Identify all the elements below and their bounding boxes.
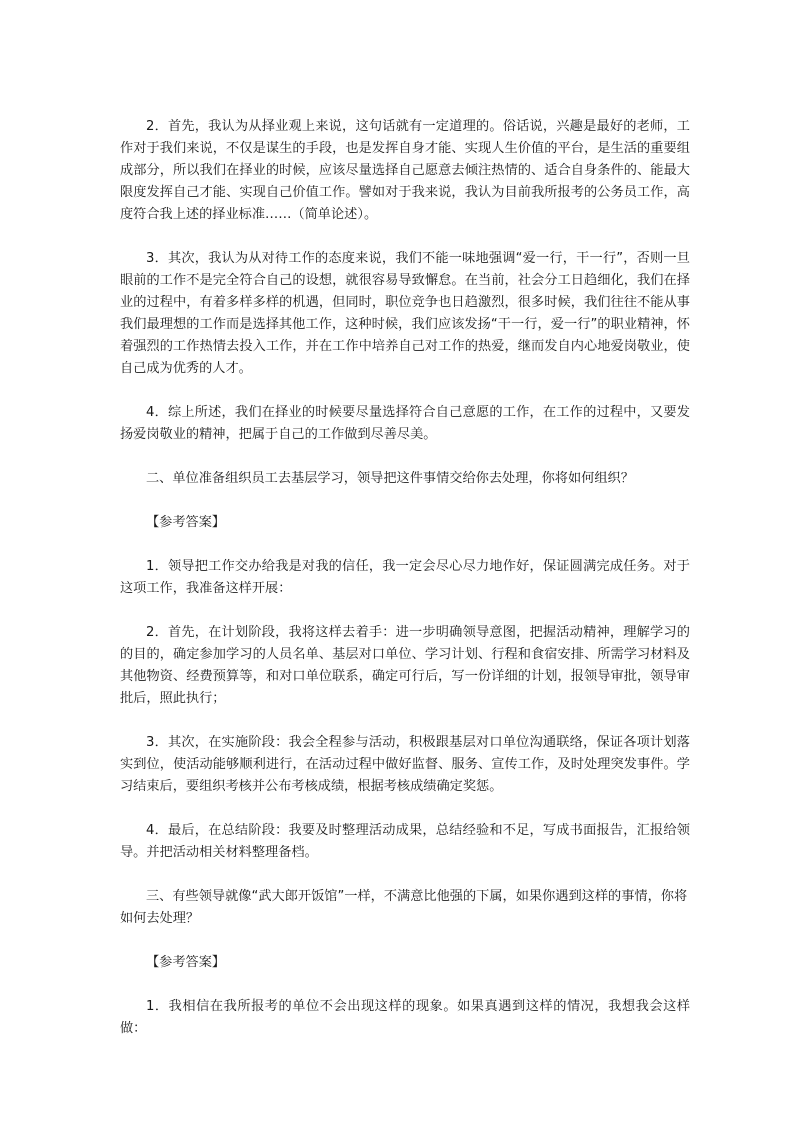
reference-answer-label: 【参考答案】 — [146, 515, 226, 530]
paragraph-work-attitude: 3．其次，我认为从对待工作的态度来说，我们不能一味地强调“爱一行，干一行”，否则一旦眼前的工作不是完全符合自己的设想，就很容易导致懈怠。在当前，社会分工日趋细化，我们在择业的过程中，有着多样多样的机遇，但同时，职位竞争也日趋激烈，很多时候，我们往往不能从事我们最理想的工作而是选择其他工作，这种时候，我们应该发扬“干一行，爱一行”的职业精神，怀着强烈的工作热情去投入工作，并在工作中培养自己对工作的热爱，继而发自内心地爱岗敬业，使自己成为优秀的人才。 — [120, 251, 690, 376]
paragraph-summary: 4．综上所述，我们在择业的时候要尽量选择符合自己意愿的工作，在工作的过程中，又要发扬爱岗敬业的精神，把属于自己的工作做到尽善尽美。 — [120, 405, 690, 442]
paragraph-interest-view: 2．首先，我认为从择业观上来说，这句话就有一定道理的。俗话说，兴趣是最好的老师，工作对于我们来说，不仅是谋生的手段，也是发挥自身才能、实现人生价值的平台，是生活的重要组成部分，所以我们在择业的时候，应该尽量选择自己愿意去倾注热情的、适合自身条件的、能最大限度发挥自己才能、实现自己价值工作。譬如对于我来说，我认为目前我所报考的公务员工作，高度符合我上述的择业标准……（简单论述）。 — [120, 119, 690, 222]
paragraph-response: 1．我相信在我所报考的单位不会出现这样的现象。如果真遇到这样的情况，我想我会这样做： — [120, 999, 690, 1036]
document-body — [120, 116, 690, 1062]
paragraph-planning-stage: 2．首先，在计划阶段，我将这样去着手：进一步明确领导意图，把握活动精神，理解学习的的目的，确定参加学习的人员名单、基层对口单位、学习计划、行程和食宿安排、所需学习材料及其他物资、经费预算等，和对口单位联系，确定可行后，写一份详细的计划，报领导审批，领导审批后，照此执行； — [120, 625, 690, 706]
reference-answer-label: 【参考答案】 — [146, 955, 226, 970]
paragraph-summary-stage: 4．最后，在总结阶段：我要及时整理活动成果，总结经验和不足，写成书面报告，汇报给领导。并把活动相关材料整理备档。 — [120, 823, 690, 860]
paragraph-implementation-stage: 3．其次，在实施阶段：我会全程参与活动，积极跟基层对口单位沟通联络，保证各项计划落实到位，使活动能够顺利进行，在活动过程中做好监督、服务、宣传工作，及时处理突发事件。学习结束后，要组织考核并公布考核成绩，根据考核成绩确定奖惩。 — [120, 735, 690, 794]
question-two-heading: 二、单位准备组织员工去基层学习，领导把这件事情交给你去处理，你将如何组织？ — [146, 471, 634, 486]
question-three-heading: 三、有些领导就像“武大郎开饭馆”一样，不满意比他强的下属，如果你遇到这样的事情，你将如何去处理？ — [120, 889, 688, 926]
paragraph-trust: 1．领导把工作交办给我是对我的信任，我一定会尽心尽力地作好，保证圆满完成任务。对于这项工作，我准备这样开展： — [120, 559, 690, 596]
